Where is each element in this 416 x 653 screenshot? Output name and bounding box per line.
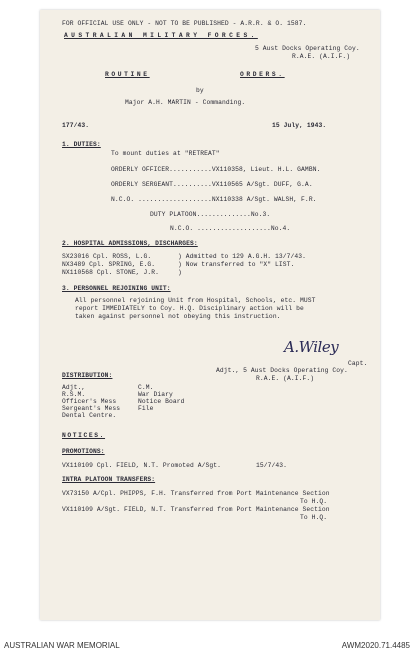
duty-line: N.C.O. ...................NX110338 A/Sgt. WALSH, F.R.: [111, 196, 317, 203]
footer-accession-id: AWM2020.71.4485: [341, 641, 410, 650]
security-notice: FOR OFFICIAL USE ONLY - NOT TO BE PUBLISHED - A.R.R. & O. 1587.: [62, 20, 307, 27]
distribution-item: Dental Centre.: [62, 412, 117, 419]
admissions-heading: 2. HOSPITAL ADMISSIONS, DISCHARGES:: [62, 240, 198, 247]
title-orders: ORDERS.: [240, 71, 285, 78]
distribution-item: War Diary: [138, 391, 173, 398]
signature-line: Adjt., 5 Aust Docks Operating Coy.: [216, 367, 348, 374]
distribution-item: Notice Board: [138, 398, 185, 405]
transfer-destination: To H.Q.: [300, 514, 328, 521]
order-number: 177/43.: [62, 122, 90, 129]
distribution-item: Adjt.,: [62, 384, 86, 391]
duty-line: N.C.O. ...................No.4.: [170, 225, 291, 232]
promotions-heading: PROMOTIONS:: [62, 448, 105, 455]
distribution-item: Sergeant's Mess: [62, 405, 121, 412]
promotion-date: 15/7/43.: [256, 462, 288, 469]
duties-heading: 1. DUTIES:: [62, 141, 101, 148]
transfers-heading: INTRA PLATOON TRANSFERS:: [62, 476, 156, 483]
notices-heading: NOTICES.: [62, 432, 106, 439]
distribution-item: R.S.M.: [62, 391, 86, 398]
personnel-line: taken against personnel not obeying this instruction.: [75, 313, 281, 320]
duty-line: ORDERLY OFFICER...........VX110358, Lieut. H.L. GAMBN.: [111, 166, 321, 173]
admission-note: ) Admitted to 129 A.G.H. 13/7/43.: [178, 253, 306, 260]
distribution-heading: DISTRIBUTION:: [62, 372, 113, 379]
admission-note: ): [178, 269, 182, 276]
admission-line: SX23016 Cpl. ROSS, L.G.: [62, 253, 152, 260]
personnel-heading: 3. PERSONNEL REJOINING UNIT:: [62, 285, 171, 292]
unit-subtitle: R.A.E. (A.I.F.): [292, 53, 351, 60]
promotion-line: VX110109 Cpl. FIELD, N.T. Promoted A/Sgt.: [62, 462, 222, 469]
distribution-item: File: [138, 405, 154, 412]
distribution-item: C.M.: [138, 384, 154, 391]
handwritten-signature: A.Wiley: [284, 338, 339, 356]
duty-line: DUTY PLATOON..............No.3.: [150, 211, 271, 218]
title-routine: ROUTINE: [105, 71, 150, 78]
admission-line: NX3489 Cpl. SPRING, E.G.: [62, 261, 156, 268]
signature-rank: Capt.: [348, 360, 368, 367]
duties-intro: To mount duties at "RETREAT": [111, 150, 220, 157]
by-label: by: [196, 87, 204, 94]
personnel-line: report IMMEDIATELY to Coy. H.Q. Disciplinary action will be: [75, 305, 304, 312]
footer-source: AUSTRALIAN WAR MEMORIAL: [4, 641, 120, 650]
transfer-line: VX110109 A/Sgt. FIELD, N.T. Transferred from Port Maintenance Section: [62, 506, 330, 513]
admission-note: ) Now transferred to "X" LIST.: [178, 261, 295, 268]
transfer-line: VX73150 A/Cpl. PHIPPS, F.H. Transferred from Port Maintenance Section: [62, 490, 330, 497]
admission-line: NX110568 Cpl. STONE, J.R.: [62, 269, 159, 276]
signature-line: R.A.E. (A.I.F.): [256, 375, 315, 382]
personnel-line: All personnel rejoining Unit from Hospital, Schools, etc. MUST: [75, 297, 316, 304]
transfer-destination: To H.Q.: [300, 498, 328, 505]
duty-line: ORDERLY SERGEANT..........VX110565 A/Sgt. DUFF, G.A.: [111, 181, 313, 188]
unit-name: 5 Aust Docks Operating Coy.: [255, 45, 360, 52]
distribution-item: Officer's Mess: [62, 398, 117, 405]
order-date: 15 July, 1943.: [272, 122, 327, 129]
commander: Major A.H. MARTIN - Commanding.: [125, 99, 246, 106]
force-heading: AUSTRALIAN MILITARY FORCES.: [64, 32, 258, 39]
